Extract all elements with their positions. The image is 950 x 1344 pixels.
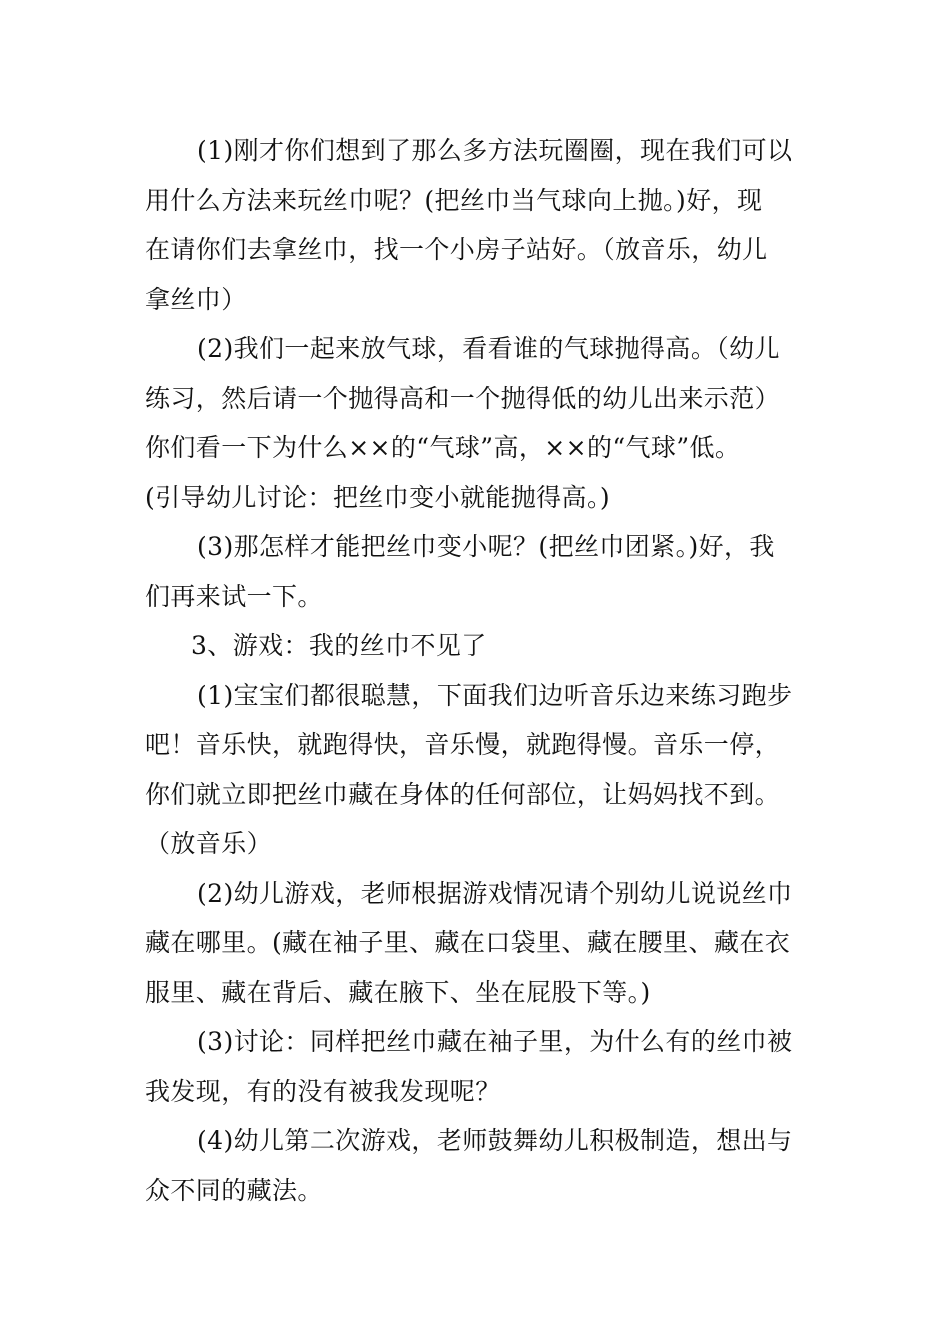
paragraph-line: 练习，然后请一个抛得高和一个抛得低的幼儿出来示范） [145, 383, 781, 413]
paragraph-line: （放音乐） [145, 829, 273, 858]
paragraph-line: 你们看一下为什么××的“气球”高，××的“气球”低。 [145, 433, 741, 462]
paragraph-line: (4)幼儿第二次游戏，老师鼓舞幼儿积极制造，想出与 [197, 1126, 793, 1155]
paragraph-line: (2)我们一起来放气球，看看谁的气球抛得高。（幼儿 [197, 334, 780, 363]
paragraph-line: 用什么方法来玩丝巾呢？(把丝巾当气球向上抛。)好，现 [145, 185, 763, 215]
paragraph-line: 拿丝巾） [145, 284, 247, 314]
paragraph-line: (引导幼儿讨论：把丝巾变小就能抛得高。) [145, 482, 611, 512]
paragraph-line: 吧！音乐快，就跑得快，音乐慢，就跑得慢。音乐一停， [145, 730, 781, 759]
paragraph-line: 藏在哪里。(藏在袖子里、藏在口袋里、藏在腰里、藏在衣 [145, 928, 791, 957]
paragraph-line: 们再来试一下。 [145, 581, 323, 611]
document-body [145, 126, 815, 1215]
paragraph-line: 我发现，有的没有被我发现呢？ [145, 1076, 501, 1106]
paragraph-line: (3)那怎样才能把丝巾变小呢？(把丝巾团紧。)好，我 [197, 532, 775, 561]
paragraph-line: 在请你们去拿丝巾，找一个小房子站好。（放音乐，幼儿 [145, 235, 768, 264]
section-heading: 3、游戏：我的丝巾不见了 [191, 631, 487, 660]
paragraph-line: 众不同的藏法。 [145, 1175, 323, 1205]
paragraph-line: (3)讨论：同样把丝巾藏在袖子里，为什么有的丝巾被 [197, 1027, 793, 1056]
paragraph-line: (1)刚才你们想到了那么多方法玩圈圈，现在我们可以 [197, 136, 793, 165]
paragraph-line: 你们就立即把丝巾藏在身体的任何部位，让妈妈找不到。 [145, 779, 781, 809]
paragraph-line: (1)宝宝们都很聪慧，下面我们边听音乐边来练习跑步 [197, 680, 793, 710]
paragraph-line: 服里、藏在背后、藏在腋下、坐在屁股下等。) [145, 977, 651, 1007]
paragraph-line: (2)幼儿游戏，老师根据游戏情况请个别幼儿说说丝巾 [197, 878, 793, 908]
